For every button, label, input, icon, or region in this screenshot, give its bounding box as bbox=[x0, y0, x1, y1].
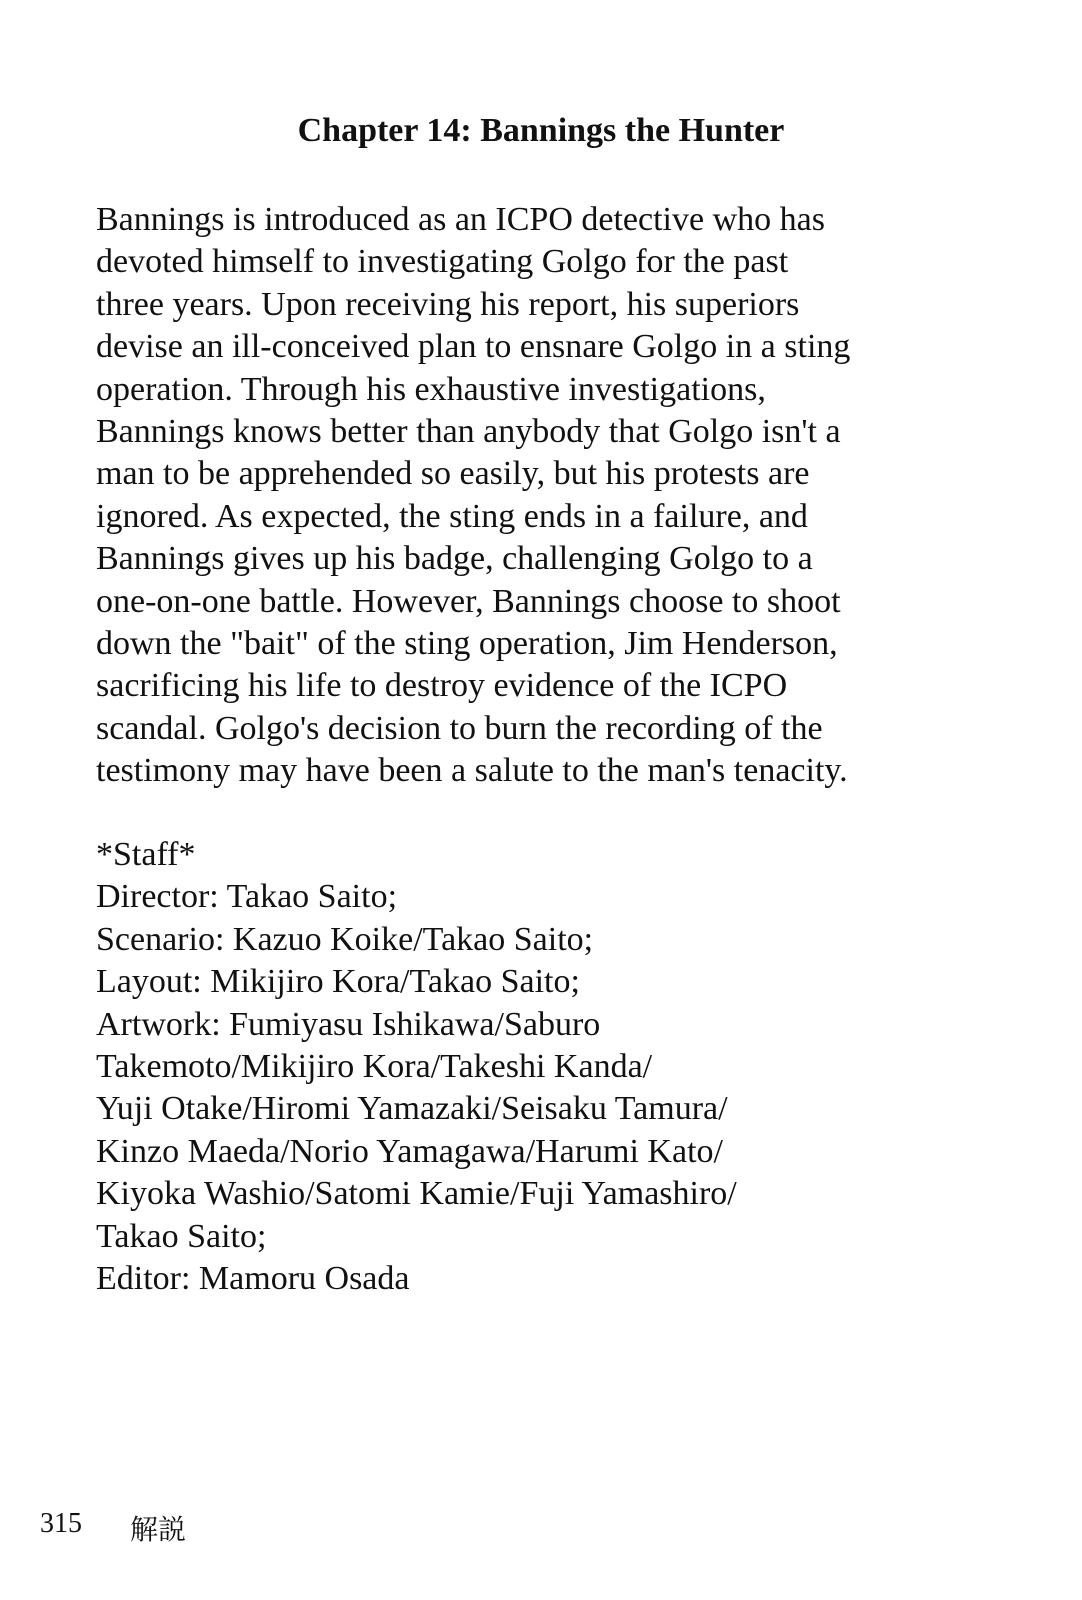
staff-line: Kinzo Maeda/Norio Yamagawa/Harumi Kato/ bbox=[96, 1132, 723, 1170]
staff-line: Takao Saito; bbox=[96, 1217, 267, 1255]
summary-line: one-on-one battle. However, Bannings choose to shoot bbox=[96, 582, 841, 620]
summary-line: Bannings gives up his badge, challenging Golgo to a bbox=[96, 540, 813, 578]
summary-line: operation. Through his exhaustive investigations, bbox=[96, 370, 766, 408]
summary-line: devoted himself to investigating Golgo for the past bbox=[96, 243, 789, 281]
staff-line: Yuji Otake/Hiromi Yamazaki/Seisaku Tamura/ bbox=[96, 1090, 728, 1128]
summary-line: man to be apprehended so easily, but his protests are bbox=[96, 455, 810, 493]
summary-line: Bannings knows better than anybody that Golgo isn't a bbox=[96, 413, 841, 451]
staff-line: Layout: Mikijiro Kora/Takao Saito; bbox=[96, 963, 580, 1001]
chapter-summary bbox=[96, 199, 850, 793]
staff-line: *Staff* bbox=[96, 836, 196, 873]
summary-line: Bannings is introduced as an ICPO detective who has bbox=[96, 201, 825, 238]
staff-credits bbox=[96, 834, 737, 1300]
page-number: 315 bbox=[40, 1508, 82, 1539]
staff-line: Editor: Mamoru Osada bbox=[96, 1260, 410, 1298]
summary-line: ignored. As expected, the sting ends in a failure, and bbox=[96, 497, 808, 535]
summary-line: scandal. Golgo's decision to burn the recording of the bbox=[96, 709, 823, 747]
staff-line: Kiyoka Washio/Satomi Kamie/Fuji Yamashiro/ bbox=[96, 1175, 737, 1213]
summary-line: down the "bait" of the sting operation, Jim Henderson, bbox=[96, 625, 838, 663]
staff-line: Takemoto/Mikijiro Kora/Takeshi Kanda/ bbox=[96, 1048, 653, 1086]
chapter-title: Chapter 14: Bannings the Hunter bbox=[297, 112, 785, 149]
staff-line: Director: Takao Saito; bbox=[96, 878, 398, 916]
staff-line: Scenario: Kazuo Koike/Takao Saito; bbox=[96, 920, 594, 958]
staff-line: Artwork: Fumiyasu Ishikawa/Saburo bbox=[96, 1005, 601, 1043]
summary-line: sacrificing his life to destroy evidence of the ICPO bbox=[96, 667, 788, 705]
summary-line: devise an ill-conceived plan to ensnare Golgo in a sting bbox=[96, 328, 851, 366]
summary-line: three years. Upon receiving his report, his superiors bbox=[96, 285, 800, 323]
section-label: 解説 bbox=[130, 1515, 187, 1546]
summary-line: testimony may have been a salute to the man's tenacity. bbox=[96, 752, 848, 790]
